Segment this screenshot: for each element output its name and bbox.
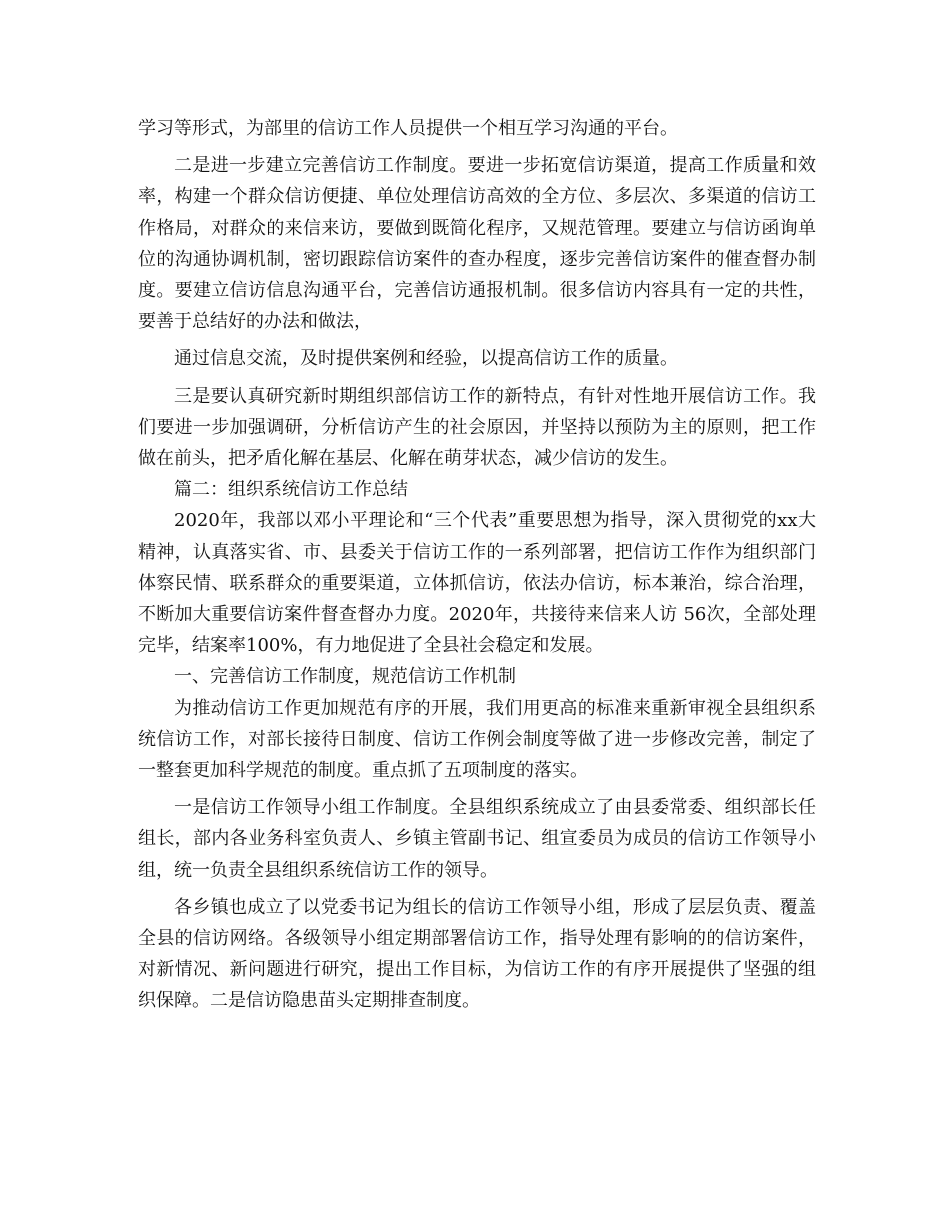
section-heading-1: 一、完善信访工作制度，规范信访工作机制 (174, 666, 516, 688)
paragraph-6: 为推动信访工作更加规范有序的开展，我们用更高的标准来重新审视全县组织系统信访工作，对部长接待日制度、信访工作例会制度等做了进一步修改完善，制定了一整套更加科学规范的制度。重点抓了五项制度的落实。 (138, 697, 816, 782)
paragraph-1: 学习等形式，为部里的信访工作人员提供一个相互学习沟通的平台。 (138, 118, 678, 139)
paragraph-3: 通过信息交流，及时提供案例和经验，以提高信访工作的质量。 (174, 348, 678, 370)
paragraph-5: 2020年，我部以邓小平理论和“三个代表”重要思想为指导，深入贯彻党的xx大精神，认真落实省、市、县委关于信访工作的一系列部署，把信访工作作为组织部门体察民情、联系群众的重要渠道，立体抓信访，依法办信访，标本兼治，综合治理，不断加大重要信访案件督查督办力度。2020年，共接待来信来人访 56次，全部处理完毕，结案率100%，有力地促进了全县社会稳定和发展。 (138, 510, 816, 657)
section-heading-2: 篇二：组织系统信访工作总结 (174, 479, 408, 501)
paragraph-4: 三是要认真研究新时期组织部信访工作的新特点，有针对性地开展信访工作。我们要进一步加强调研，分析信访产生的社会原因，并坚持以预防为主的原则，把工作做在前头，把矛盾化解在基层、化解在萌芽状态，减少信访的发生。 (138, 385, 816, 470)
paragraph-2: 二是进一步建立完善信访工作制度。要进一步拓宽信访渠道，提高工作质量和效率，构建一个群众信访便捷、单位处理信访高效的全方位、多层次、多渠道的信访工作格局，对群众的来信来访，要做到既简化程序，又规范管理。要建立与信访函询单位的沟通协调机制，密切跟踪信访案件的查办程度，逐步完善信访案件的催查督办制度。要建立信访信息沟通平台，完善信访通报机制。很多信访内容具有一定的共性，要善于总结好的办法和做法， (138, 155, 816, 333)
paragraph-7: 一是信访工作领导小组工作制度。全县组织系统成立了由县委常委、组织部长任组长，部内各业务科室负责人、乡镇主管副书记、组宣委员为成员的信访工作领导小组，统一负责全县组织系统信访工作的领导。 (138, 797, 816, 881)
paragraph-8: 各乡镇也成立了以党委书记为组长的信访工作领导小组，形成了层层负责、覆盖全县的信访网络。各级领导小组定期部署信访工作，指导处理有影响的的信访案件，对新情况、新问题进行研究，提出工作目标，为信访工作的有序开展提供了坚强的组织保障。二是信访隐患苗头定期排查制度。 (138, 896, 816, 1012)
